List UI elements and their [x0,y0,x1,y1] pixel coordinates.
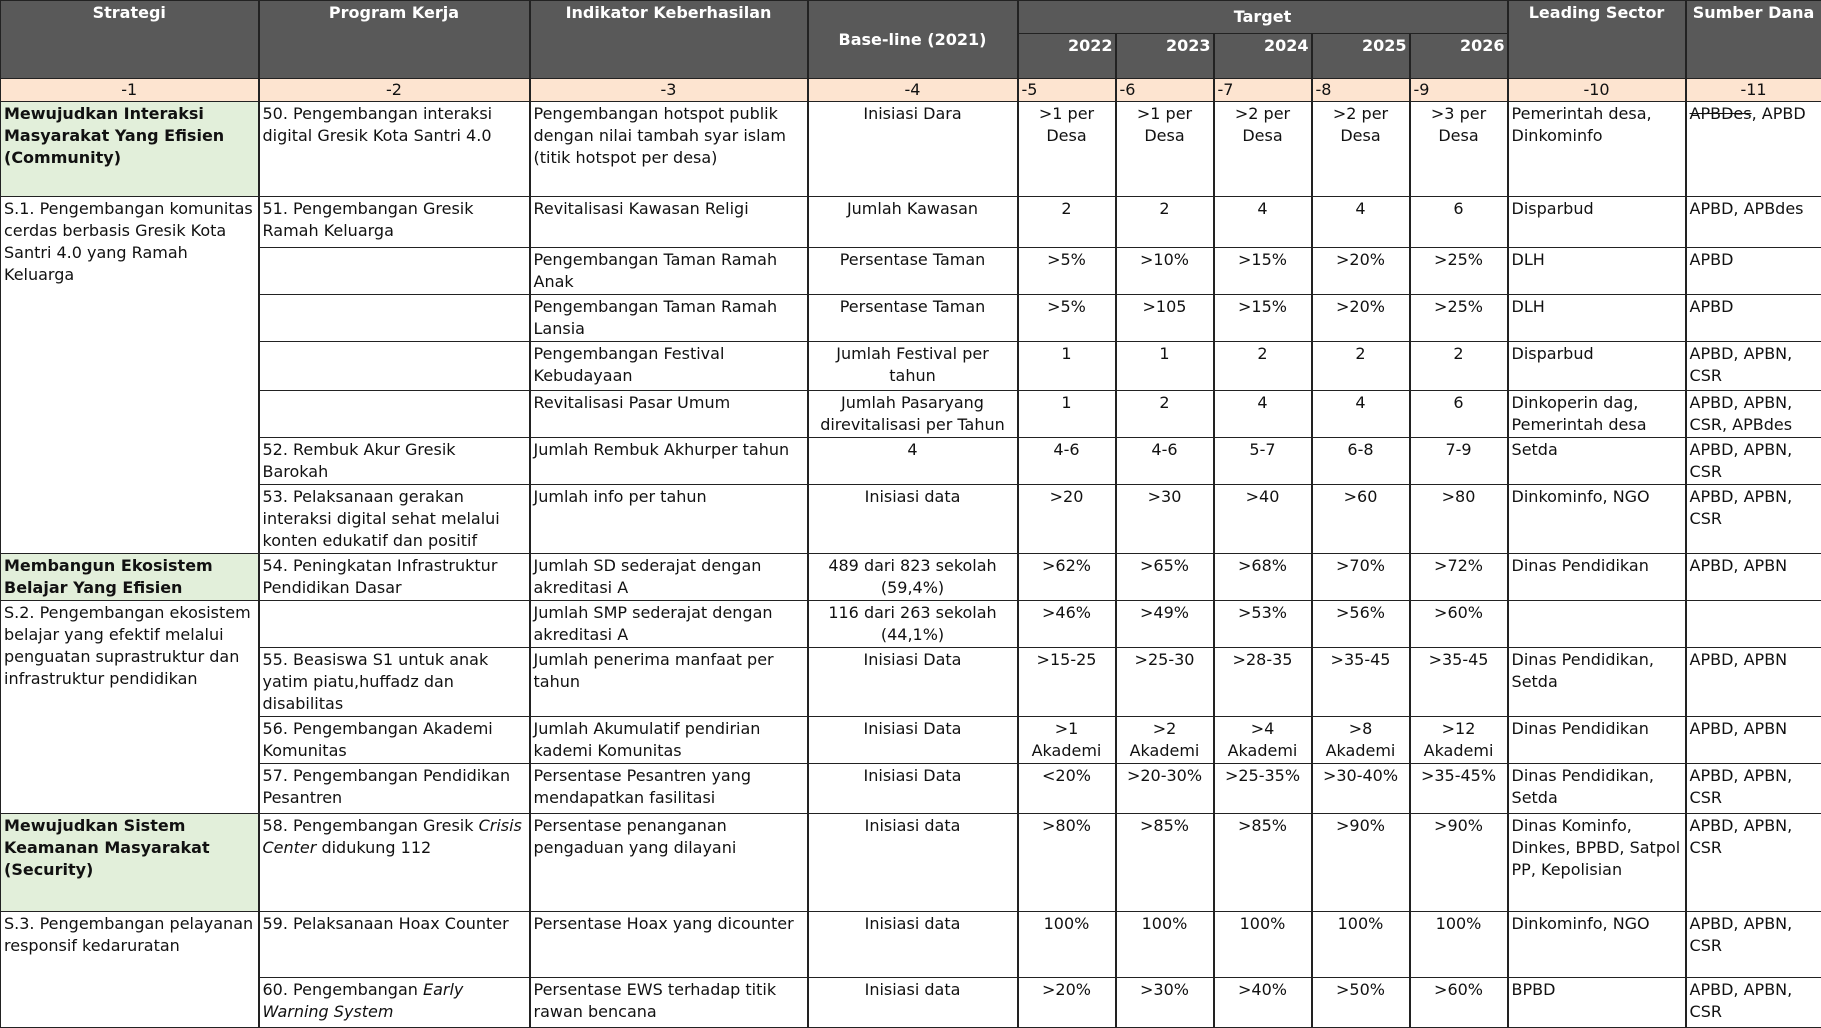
strategy-sub-1[interactable]: S.1. Pengembangan komunitas cerdas berbasis Gresik Kota Santri 4.0 yang Ramah Keluarga [1,197,259,554]
header-year[interactable]: 2026 [1410,34,1508,79]
indikator-cell[interactable]: Jumlah penerima manfaat per tahun [530,648,808,717]
target-cell[interactable]: >5% [1018,248,1116,295]
col-number[interactable]: -9 [1410,79,1508,102]
target-cell[interactable]: 2 [1312,342,1410,391]
strategy-title-1[interactable]: Mewujudkan Interaksi Masyarakat Yang Efisien (Community) [1,102,259,197]
target-cell[interactable]: >30 [1116,485,1214,554]
program-cell[interactable]: 54. Peningkatan Infrastruktur Pendidikan Dasar [259,554,530,601]
target-cell[interactable]: >56% [1312,601,1410,648]
target-cell[interactable]: >1 per Desa [1018,102,1116,197]
target-cell[interactable]: 2 [1018,197,1116,248]
baseline-cell[interactable]: Inisiasi data [808,912,1018,978]
target-cell[interactable]: >62% [1018,554,1116,601]
program-cell[interactable]: 59. Pelaksanaan Hoax Counter [259,912,530,978]
indikator-cell[interactable]: Revitalisasi Kawasan Religi [530,197,808,248]
target-cell[interactable]: >80% [1018,814,1116,912]
target-cell[interactable]: 6 [1410,391,1508,438]
leading-sector-cell[interactable]: Dinas Pendidikan [1508,554,1686,601]
indikator-cell[interactable]: Revitalisasi Pasar Umum [530,391,808,438]
col-number[interactable]: -8 [1312,79,1410,102]
leading-sector-cell[interactable]: Dinkominfo, NGO [1508,912,1686,978]
target-cell[interactable]: >3 per Desa [1410,102,1508,197]
target-cell[interactable]: 100% [1116,912,1214,978]
target-cell[interactable]: >12 Akademi [1410,717,1508,764]
target-cell[interactable]: >15-25 [1018,648,1116,717]
col-number[interactable]: -6 [1116,79,1214,102]
target-cell[interactable]: >2 per Desa [1312,102,1410,197]
col-number[interactable]: -4 [808,79,1018,102]
baseline-cell[interactable]: Inisiasi data [808,814,1018,912]
sumber-dana-cell[interactable]: APBD, APBN, CSR, APBdes [1686,391,1821,438]
leading-sector-cell[interactable]: Dinas Pendidikan, Setda [1508,764,1686,814]
target-cell[interactable]: >53% [1214,601,1312,648]
sumber-dana-cell[interactable]: APBD, APBN, CSR [1686,912,1821,978]
sumber-dana-cell[interactable] [1686,102,1821,197]
target-cell[interactable]: >35-45 [1410,648,1508,717]
target-cell[interactable]: 7-9 [1410,438,1508,485]
leading-sector-cell[interactable]: DLH [1508,295,1686,342]
target-cell[interactable]: >20 [1018,485,1116,554]
target-cell[interactable]: >65% [1116,554,1214,601]
sumber-dana-cell[interactable]: APBD, APBdes [1686,197,1821,248]
leading-sector-cell[interactable]: Dinkoperin dag, Pemerintah desa [1508,391,1686,438]
target-cell[interactable]: >72% [1410,554,1508,601]
sumber-dana-cell[interactable]: APBD [1686,248,1821,295]
target-cell[interactable]: >25-35% [1214,764,1312,814]
target-cell[interactable]: >35-45% [1410,764,1508,814]
leading-sector-cell[interactable]: Dinkominfo, NGO [1508,485,1686,554]
target-cell[interactable]: >80 [1410,485,1508,554]
header-strategi[interactable]: Strategi [1,1,259,79]
col-number[interactable]: -3 [530,79,808,102]
indikator-cell[interactable]: Jumlah SD sederajat dengan akreditasi A [530,554,808,601]
target-cell[interactable]: >35-45 [1312,648,1410,717]
target-cell[interactable]: <20% [1018,764,1116,814]
header-year[interactable]: 2023 [1116,34,1214,79]
baseline-cell[interactable]: Jumlah Festival per tahun [808,342,1018,391]
baseline-cell[interactable]: Inisiasi Data [808,764,1018,814]
target-cell[interactable]: >68% [1214,554,1312,601]
target-cell[interactable]: >15% [1214,295,1312,342]
target-cell[interactable]: >1 per Desa [1116,102,1214,197]
indikator-cell[interactable]: Persentase Hoax yang dicounter [530,912,808,978]
target-cell[interactable]: 4 [1312,197,1410,248]
target-cell[interactable]: >70% [1312,554,1410,601]
target-cell[interactable]: >25% [1410,295,1508,342]
target-cell[interactable]: >20% [1018,978,1116,1028]
indikator-cell[interactable]: Persentase penanganan pengaduan yang dilayani [530,814,808,912]
header-sumber-dana[interactable]: Sumber Dana [1686,1,1821,79]
header-leading-sector[interactable]: Leading Sector [1508,1,1686,79]
target-cell[interactable]: >28-35 [1214,648,1312,717]
sumber-dana-cell[interactable]: APBD, APBN, CSR [1686,764,1821,814]
program-cell[interactable]: 53. Pelaksanaan gerakan interaksi digital sehat melalui konten edukatif dan positif [259,485,530,554]
target-cell[interactable]: >25% [1410,248,1508,295]
indikator-cell[interactable]: Persentase Pesantren yang mendapatkan fasilitasi [530,764,808,814]
baseline-cell[interactable]: Jumlah Kawasan [808,197,1018,248]
target-cell[interactable]: >40 [1214,485,1312,554]
sumber-dana-cell[interactable]: APBD, APBN, CSR [1686,978,1821,1028]
sumber-dana-cell[interactable]: APBD [1686,295,1821,342]
program-cell[interactable]: 52. Rembuk Akur Gresik Barokah [259,438,530,485]
target-cell[interactable]: >30% [1116,978,1214,1028]
sumber-dana-cell[interactable] [1686,601,1821,648]
target-cell[interactable]: 2 [1116,391,1214,438]
target-cell[interactable]: 2 [1410,342,1508,391]
target-cell[interactable]: >2 Akademi [1116,717,1214,764]
strategy-title-2[interactable]: Membangun Ekosistem Belajar Yang Efisien [1,554,259,601]
program-cell[interactable]: 51. Pengembangan Gresik Ramah Keluarga [259,197,530,248]
col-number[interactable]: -7 [1214,79,1312,102]
target-cell[interactable]: >85% [1116,814,1214,912]
program-cell[interactable] [259,601,530,648]
col-number[interactable]: -10 [1508,79,1686,102]
program-text: didukung 112 [316,838,432,857]
program-cell[interactable] [259,814,530,912]
leading-sector-cell[interactable]: Dinas Pendidikan [1508,717,1686,764]
col-number[interactable]: -5 [1018,79,1116,102]
target-cell[interactable]: 1 [1018,391,1116,438]
target-cell[interactable]: >105 [1116,295,1214,342]
program-cell[interactable]: 50. Pengembangan interaksi digital Gresik Kota Santri 4.0 [259,102,530,197]
target-cell[interactable]: >10% [1116,248,1214,295]
program-cell[interactable]: 57. Pengembangan Pendidikan Pesantren [259,764,530,814]
strategy-sub-2[interactable]: S.2. Pengembangan ekosistem belajar yang efektif melalui penguatan suprastruktur dan infrastruktur pendidikan [1,601,259,814]
sumber-dana-cell[interactable]: APBD, APBN [1686,648,1821,717]
baseline-cell[interactable]: Inisiasi data [808,485,1018,554]
program-cell[interactable] [259,248,530,295]
target-cell[interactable]: 100% [1312,912,1410,978]
target-cell[interactable]: 4-6 [1018,438,1116,485]
target-cell[interactable]: >20% [1312,248,1410,295]
target-cell[interactable]: >20% [1312,295,1410,342]
leading-sector-cell[interactable]: Setda [1508,438,1686,485]
col-number[interactable]: -1 [1,79,259,102]
target-cell[interactable]: 2 [1214,342,1312,391]
sumber-dana-cell[interactable]: APBD, APBN [1686,554,1821,601]
leading-sector-cell[interactable] [1508,601,1686,648]
target-cell[interactable]: >4 Akademi [1214,717,1312,764]
target-cell[interactable]: >60% [1410,601,1508,648]
target-cell[interactable]: >8 Akademi [1312,717,1410,764]
target-cell[interactable]: 100% [1214,912,1312,978]
indikator-cell[interactable]: Pengembangan Festival Kebudayaan [530,342,808,391]
target-cell[interactable]: >30-40% [1312,764,1410,814]
baseline-cell[interactable]: 489 dari 823 sekolah (59,4%) [808,554,1018,601]
target-cell[interactable]: >15% [1214,248,1312,295]
header-indikator[interactable]: Indikator Keberhasilan [530,1,808,79]
leading-sector-cell[interactable]: Disparbud [1508,342,1686,391]
target-cell[interactable]: >2 per Desa [1214,102,1312,197]
indikator-cell[interactable]: Pengembangan Taman Ramah Anak [530,248,808,295]
col-number[interactable]: -2 [259,79,530,102]
indikator-cell[interactable]: Persentase EWS terhadap titik rawan bencana [530,978,808,1028]
target-cell[interactable]: 4 [1214,197,1312,248]
leading-sector-cell[interactable]: BPBD [1508,978,1686,1028]
program-cell[interactable]: 55. Beasiswa S1 untuk anak yatim piatu,huffadz dan disabilitas [259,648,530,717]
program-italic-text: Early Warning System [262,980,464,1021]
target-cell[interactable]: >40% [1214,978,1312,1028]
target-cell[interactable]: 100% [1018,912,1116,978]
target-cell[interactable]: >50% [1312,978,1410,1028]
baseline-cell[interactable]: Inisiasi Data [808,648,1018,717]
sumber-dana-cell[interactable]: APBD, APBN, CSR [1686,342,1821,391]
target-cell[interactable]: 6 [1410,197,1508,248]
header-year[interactable]: 2022 [1018,34,1116,79]
leading-sector-cell[interactable]: Dinas Pendidikan, Setda [1508,648,1686,717]
sumber-dana-cell[interactable]: APBD, APBN, CSR [1686,485,1821,554]
target-cell[interactable]: 4 [1312,391,1410,438]
program-cell[interactable] [259,295,530,342]
target-cell[interactable]: 6-8 [1312,438,1410,485]
strategy-sub-3[interactable]: S.3. Pengembangan pelayanan responsif kedaruratan [1,912,259,1028]
target-cell[interactable]: >60% [1410,978,1508,1028]
target-cell[interactable]: >60 [1312,485,1410,554]
target-cell[interactable]: >5% [1018,295,1116,342]
header-baseline[interactable]: Base-line (2021) [808,1,1018,79]
program-italic-text: Crisis Center [262,816,522,857]
leading-sector-cell[interactable]: Disparbud [1508,197,1686,248]
target-cell[interactable]: >90% [1312,814,1410,912]
program-cell[interactable]: 56. Pengembangan Akademi Komunitas [259,717,530,764]
target-cell[interactable]: 5-7 [1214,438,1312,485]
baseline-cell[interactable]: Persentase Taman [808,248,1018,295]
sumber-dana-cell[interactable]: APBD, APBN, CSR [1686,814,1821,912]
baseline-cell[interactable]: 116 dari 263 sekolah (44,1%) [808,601,1018,648]
leading-sector-cell[interactable]: Dinas Kominfo, Dinkes, BPBD, Satpol PP, Kepolisian [1508,814,1686,912]
target-cell[interactable]: 1 [1018,342,1116,391]
baseline-cell[interactable]: Inisiasi Dara [808,102,1018,197]
header-year[interactable]: 2024 [1214,34,1312,79]
indikator-cell[interactable]: Jumlah Rembuk Akhurper tahun [530,438,808,485]
target-cell[interactable]: >25-30 [1116,648,1214,717]
col-number[interactable]: -11 [1686,79,1821,102]
program-cell[interactable] [259,342,530,391]
indikator-cell[interactable]: Pengembangan Taman Ramah Lansia [530,295,808,342]
target-cell[interactable]: >1 Akademi [1018,717,1116,764]
target-cell[interactable]: >90% [1410,814,1508,912]
indikator-cell[interactable]: Jumlah SMP sederajat dengan akreditasi A [530,601,808,648]
struck-text: APBDes [1689,104,1752,123]
baseline-cell[interactable]: Inisiasi Data [808,717,1018,764]
baseline-cell[interactable]: Persentase Taman [808,295,1018,342]
target-cell[interactable]: 1 [1116,342,1214,391]
program-text: 60. Pengembangan [262,980,423,999]
baseline-cell[interactable]: 4 [808,438,1018,485]
indikator-cell[interactable]: Pengembangan hotspot publik dengan nilai tambah syar islam (titik hotspot per desa) [530,102,808,197]
target-cell[interactable]: 100% [1410,912,1508,978]
leading-sector-cell[interactable]: DLH [1508,248,1686,295]
program-text: 58. Pengembangan Gresik [262,816,479,835]
program-cell[interactable] [259,978,530,1028]
target-cell[interactable]: 2 [1116,197,1214,248]
sumber-dana-cell[interactable]: APBD, APBN [1686,717,1821,764]
baseline-cell[interactable]: Jumlah Pasaryang direvitalisasi per Tahun [808,391,1018,438]
target-cell[interactable]: >49% [1116,601,1214,648]
header-target[interactable]: Target [1018,1,1508,34]
strategy-title-3[interactable]: Mewujudkan Sistem Keamanan Masyarakat (Security) [1,814,259,912]
leading-sector-cell[interactable]: Pemerintah desa, Dinkominfo [1508,102,1686,197]
target-cell[interactable]: >46% [1018,601,1116,648]
header-program[interactable]: Program Kerja [259,1,530,79]
indikator-cell[interactable]: Jumlah Akumulatif pendirian kademi Komunitas [530,717,808,764]
header-year[interactable]: 2025 [1312,34,1410,79]
target-cell[interactable]: >20-30% [1116,764,1214,814]
target-cell[interactable]: 4 [1214,391,1312,438]
program-cell[interactable] [259,391,530,438]
baseline-cell[interactable]: Inisiasi data [808,978,1018,1028]
sumber-text: , APBD [1751,104,1806,123]
indikator-cell[interactable]: Jumlah info per tahun [530,485,808,554]
sumber-dana-cell[interactable]: APBD, APBN, CSR [1686,438,1821,485]
target-cell[interactable]: >85% [1214,814,1312,912]
target-cell[interactable]: 4-6 [1116,438,1214,485]
